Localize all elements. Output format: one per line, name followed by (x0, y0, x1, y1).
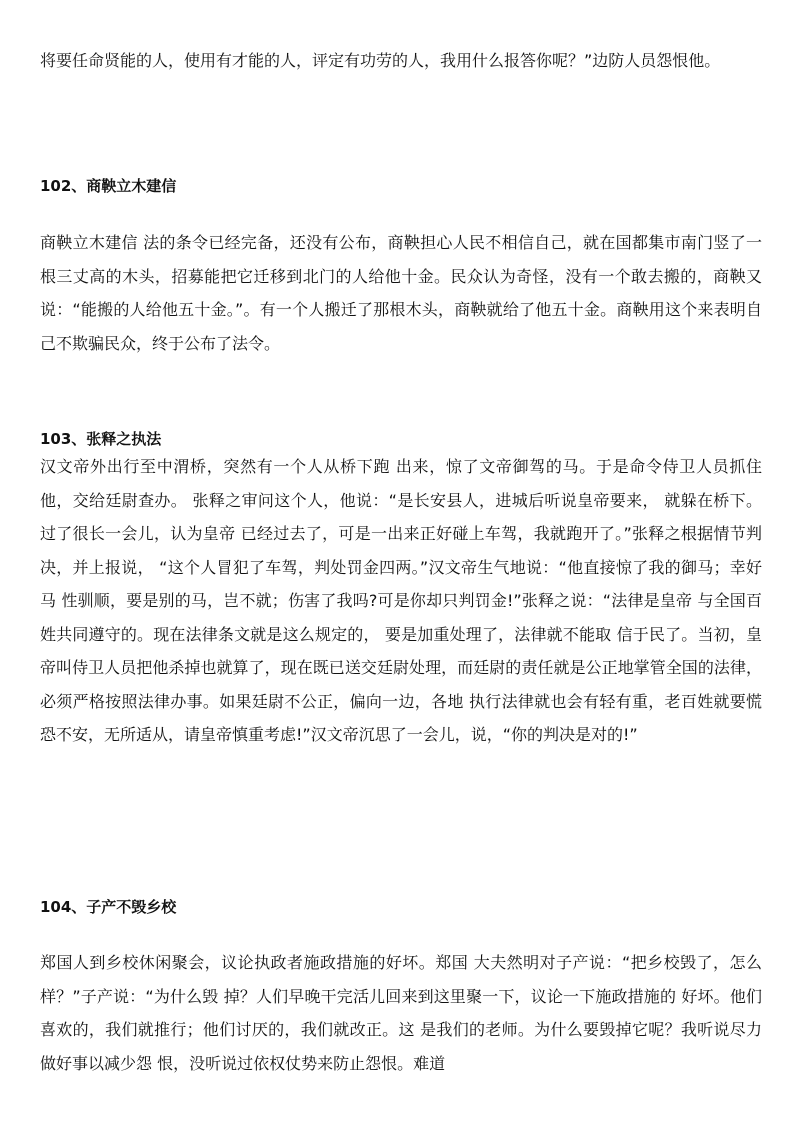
document-page (40, 44, 762, 1073)
section-heading-103: 103、张释之执法 (40, 430, 162, 448)
section-heading-104: 104、子产不毁乡校 (40, 898, 177, 916)
section-body-104: 郑国人到乡校休闲聚会，议论执政者施政措施的好坏。郑国 大夫然明对子产说：“把乡校毁了，怎么样？”子产说：“为什么毁 掉？人们早晚干完活儿回来到这里聚一下，议论一下施政措施的 好坏。他们喜欢的，我们就推行；他们讨厌的，我们就改正。这 是我们的老师。为什么要毁掉它呢？我听说尽力做好事以减少怨 恨，没听说过依权仗势来防止怨恨。难道 (40, 953, 762, 1073)
intro-paragraph: 将要任命贤能的人，使用有才能的人，评定有功劳的人，我用什么报答你呢？”边防人员怨恨他。 (40, 51, 721, 70)
section-heading-102: 102、商鞅立木建信 (40, 177, 177, 195)
section-body-103: 汉文帝外出行至中渭桥，突然有一个人从桥下跑 出来，惊了文帝御驾的马。于是命令侍卫人员抓住他，交给廷尉查办。 张释之审问这个人，他说：“是长安县人，进城后听说皇帝要来， 就躲在桥下。过了很长一会儿，认为皇帝 已经过去了，可是一出来正好碰上车驾，我就跑开了。”张释之根据情节判决，并上报说， “这个人冒犯了车驾，判处罚金四两。”汉文帝生气地说：“他直接惊了我的御马；幸好马 性驯顺，要是别的马，岂不就；伤害了我吗?可是你却只判罚金!”张释之说：“法律是皇帝 与全国百姓共同遵守的。现在法律条文就是这么规定的， 要是加重处理了，法律就不能取 信于民了。当初，皇帝叫侍卫人员把他杀掉也就算了，现在既已送交廷尉处理，而廷尉的责任就是公正地掌管全国的法律，必须严格按照法律办事。如果廷尉不公正，偏向一边，各地 执行法律就也会有轻有重，老百姓就要慌恐不安，无所适从，请皇帝慎重考虑!”汉文帝沉思了一会儿，说，“你的判决是对的!” (40, 457, 762, 744)
section-body-102: 商鞅立木建信 法的条令已经完备，还没有公布，商鞅担心人民不相信自己，就在国都集市南门竖了一根三丈高的木头，招募能把它迁移到北门的人给他十金。民众认为奇怪，没有一个敢去搬的，商鞅又说：“能搬的人给他五十金。”。有一个人搬迁了那根木头，商鞅就给了他五十金。商鞅用这个来表明自己不欺骗民众，终于公布了法令。 (40, 233, 762, 353)
